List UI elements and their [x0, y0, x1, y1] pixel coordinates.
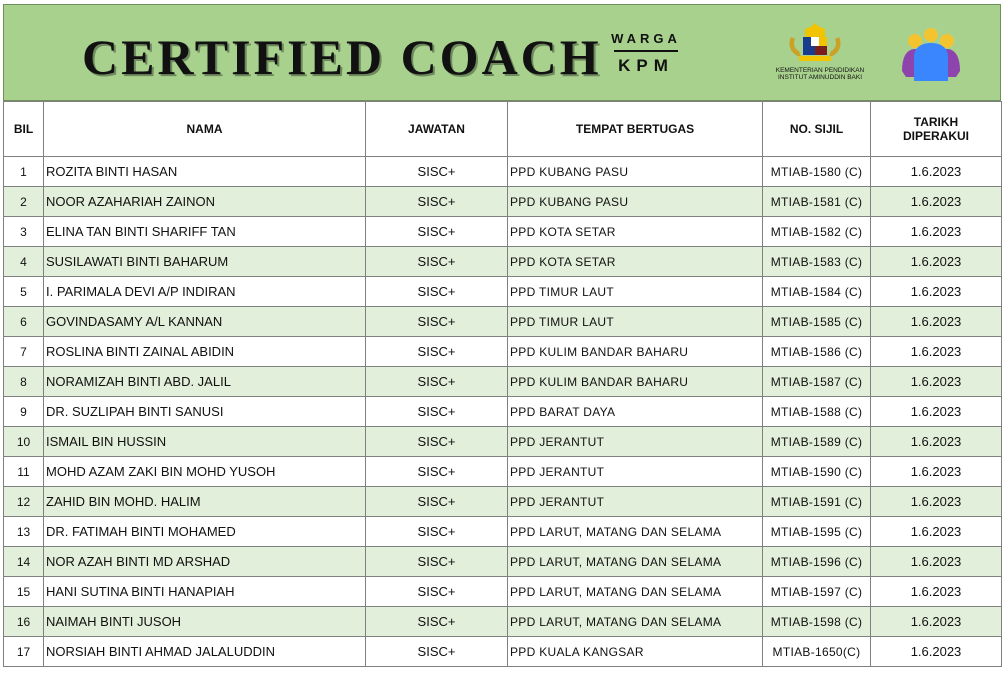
cell-bil: 12 — [4, 487, 44, 517]
cell-bil: 16 — [4, 607, 44, 637]
cell-nama: ROSLINA BINTI ZAINAL ABIDIN — [44, 337, 366, 367]
cell-jawatan: SISC+ — [366, 247, 508, 277]
cell-tarikh: 1.6.2023 — [871, 547, 1002, 577]
cell-jawatan: SISC+ — [366, 487, 508, 517]
cell-tempat: PPD JERANTUT — [508, 427, 763, 457]
cell-tarikh: 1.6.2023 — [871, 637, 1002, 667]
header-tarikh-line-1: TARIKH — [913, 115, 959, 129]
warga-divider — [614, 50, 678, 52]
ministry-caption — [764, 67, 876, 81]
cell-bil: 10 — [4, 427, 44, 457]
cell-nama: ISMAIL BIN HUSSIN — [44, 427, 366, 457]
cell-sijil: MTIAB-1588 (C) — [763, 397, 871, 427]
table-row — [4, 367, 1002, 397]
cell-tarikh: 1.6.2023 — [871, 427, 1002, 457]
table-row — [4, 637, 1002, 667]
cell-jawatan: SISC+ — [366, 337, 508, 367]
team-people-icon — [900, 27, 962, 83]
cell-sijil: MTIAB-1598 (C) — [763, 607, 871, 637]
cell-sijil: MTIAB-1596 (C) — [763, 547, 871, 577]
cell-jawatan: SISC+ — [366, 307, 508, 337]
cell-jawatan: SISC+ — [366, 187, 508, 217]
cell-bil: 8 — [4, 367, 44, 397]
header-tarikh — [871, 102, 1002, 157]
header-tarikh-line-2: DIPERAKUI — [902, 129, 969, 143]
table-row — [4, 217, 1002, 247]
cell-jawatan: SISC+ — [366, 157, 508, 187]
header-jawatan: JAWATAN — [366, 102, 508, 157]
cell-tarikh: 1.6.2023 — [871, 337, 1002, 367]
cell-bil: 6 — [4, 307, 44, 337]
cell-sijil: MTIAB-1590 (C) — [763, 457, 871, 487]
cell-bil: 3 — [4, 217, 44, 247]
cell-nama: NOOR AZAHARIAH ZAINON — [44, 187, 366, 217]
cell-nama: DR. FATIMAH BINTI MOHAMED — [44, 517, 366, 547]
cell-jawatan: SISC+ — [366, 637, 508, 667]
ministry-line-1: KEMENTERIAN PENDIDIKAN — [775, 67, 865, 74]
table-row — [4, 247, 1002, 277]
cell-jawatan: SISC+ — [366, 577, 508, 607]
cell-nama: HANI SUTINA BINTI HANAPIAH — [44, 577, 366, 607]
cell-tarikh: 1.6.2023 — [871, 577, 1002, 607]
header-nama: NAMA — [44, 102, 366, 157]
cell-sijil: MTIAB-1581 (C) — [763, 187, 871, 217]
table-row — [4, 487, 1002, 517]
cell-bil: 9 — [4, 397, 44, 427]
cell-bil: 5 — [4, 277, 44, 307]
table-row — [4, 457, 1002, 487]
cell-jawatan: SISC+ — [366, 367, 508, 397]
cell-bil: 13 — [4, 517, 44, 547]
cell-bil: 4 — [4, 247, 44, 277]
cell-nama: ELINA TAN BINTI SHARIFF TAN — [44, 217, 366, 247]
cell-tarikh: 1.6.2023 — [871, 187, 1002, 217]
cell-jawatan: SISC+ — [366, 547, 508, 577]
banner-title: CERTIFIED COACH — [82, 29, 602, 85]
cell-tempat: PPD KUBANG PASU — [508, 187, 763, 217]
malaysia-crest-icon — [785, 23, 845, 63]
cell-sijil: MTIAB-1595 (C) — [763, 517, 871, 547]
cell-sijil: MTIAB-1582 (C) — [763, 217, 871, 247]
cell-nama: MOHD AZAM ZAKI BIN MOHD YUSOH — [44, 457, 366, 487]
cell-jawatan: SISC+ — [366, 277, 508, 307]
cell-tempat: PPD KOTA SETAR — [508, 247, 763, 277]
table-row — [4, 307, 1002, 337]
table-row — [4, 187, 1002, 217]
cell-jawatan: SISC+ — [366, 397, 508, 427]
cell-bil: 14 — [4, 547, 44, 577]
cell-sijil: MTIAB-1584 (C) — [763, 277, 871, 307]
cell-sijil: MTIAB-1586 (C) — [763, 337, 871, 367]
cell-sijil: MTIAB-1580 (C) — [763, 157, 871, 187]
cell-tempat: PPD LARUT, MATANG DAN SELAMA — [508, 577, 763, 607]
cell-tempat: PPD JERANTUT — [508, 457, 763, 487]
table-row — [4, 607, 1002, 637]
cell-jawatan: SISC+ — [366, 427, 508, 457]
cell-nama: ZAHID BIN MOHD. HALIM — [44, 487, 366, 517]
kpm-text: KPM — [618, 56, 674, 75]
cell-tarikh: 1.6.2023 — [871, 457, 1002, 487]
table-row — [4, 577, 1002, 607]
cell-nama: I. PARIMALA DEVI A/P INDIRAN — [44, 277, 366, 307]
ministry-line-2: INSTITUT AMINUDDIN BAKI — [777, 74, 863, 81]
cell-bil: 17 — [4, 637, 44, 667]
table-row — [4, 277, 1002, 307]
table-row — [4, 427, 1002, 457]
cell-tarikh: 1.6.2023 — [871, 397, 1002, 427]
table-row — [4, 337, 1002, 367]
cell-tempat: PPD KOTA SETAR — [508, 217, 763, 247]
cell-sijil: MTIAB-1591 (C) — [763, 487, 871, 517]
cell-bil: 15 — [4, 577, 44, 607]
cell-tempat: PPD KULIM BANDAR BAHARU — [508, 367, 763, 397]
cell-tempat: PPD LARUT, MATANG DAN SELAMA — [508, 607, 763, 637]
cell-tarikh: 1.6.2023 — [871, 517, 1002, 547]
cell-bil: 7 — [4, 337, 44, 367]
cell-tarikh: 1.6.2023 — [871, 307, 1002, 337]
cell-tempat: PPD JERANTUT — [508, 487, 763, 517]
header-banner — [3, 4, 1001, 101]
cell-sijil: MTIAB-1597 (C) — [763, 577, 871, 607]
table-row — [4, 397, 1002, 427]
cell-tempat: PPD TIMUR LAUT — [508, 307, 763, 337]
cell-jawatan: SISC+ — [366, 607, 508, 637]
cell-nama: NAIMAH BINTI JUSOH — [44, 607, 366, 637]
cell-tarikh: 1.6.2023 — [871, 247, 1002, 277]
cell-nama: NORAMIZAH BINTI ABD. JALIL — [44, 367, 366, 397]
cell-tempat: PPD LARUT, MATANG DAN SELAMA — [508, 517, 763, 547]
header-tempat: TEMPAT BERTUGAS — [508, 102, 763, 157]
cell-nama: SUSILAWATI BINTI BAHARUM — [44, 247, 366, 277]
cell-tarikh: 1.6.2023 — [871, 487, 1002, 517]
cell-sijil: MTIAB-1585 (C) — [763, 307, 871, 337]
cell-tarikh: 1.6.2023 — [871, 277, 1002, 307]
cell-tempat: PPD KUALA KANGSAR — [508, 637, 763, 667]
cell-nama: ROZITA BINTI HASAN — [44, 157, 366, 187]
cell-tempat: PPD TIMUR LAUT — [508, 277, 763, 307]
cell-bil: 1 — [4, 157, 44, 187]
cell-tempat: PPD LARUT, MATANG DAN SELAMA — [508, 547, 763, 577]
table-row — [4, 517, 1002, 547]
cell-nama: NORSIAH BINTI AHMAD JALALUDDIN — [44, 637, 366, 667]
cell-tempat: PPD BARAT DAYA — [508, 397, 763, 427]
cell-nama: GOVINDASAMY A/L KANNAN — [44, 307, 366, 337]
cell-jawatan: SISC+ — [366, 217, 508, 247]
table-header-row — [4, 102, 1002, 157]
cell-sijil: MTIAB-1583 (C) — [763, 247, 871, 277]
table-row — [4, 157, 1002, 187]
cell-jawatan: SISC+ — [366, 457, 508, 487]
cell-bil: 2 — [4, 187, 44, 217]
cell-sijil: MTIAB-1589 (C) — [763, 427, 871, 457]
cell-tempat: PPD KUBANG PASU — [508, 157, 763, 187]
cell-tarikh: 1.6.2023 — [871, 157, 1002, 187]
cell-tarikh: 1.6.2023 — [871, 367, 1002, 397]
cell-nama: NOR AZAH BINTI MD ARSHAD — [44, 547, 366, 577]
cell-tarikh: 1.6.2023 — [871, 607, 1002, 637]
cell-bil: 11 — [4, 457, 44, 487]
cell-tarikh: 1.6.2023 — [871, 217, 1002, 247]
table-row — [4, 547, 1002, 577]
cell-sijil: MTIAB-1650(C) — [763, 637, 871, 667]
cell-sijil: MTIAB-1587 (C) — [763, 367, 871, 397]
table-body — [4, 157, 1002, 667]
cell-tempat: PPD KULIM BANDAR BAHARU — [508, 337, 763, 367]
header-bil: BIL — [4, 102, 44, 157]
cell-nama: DR. SUZLIPAH BINTI SANUSI — [44, 397, 366, 427]
warga-text: WARGA — [611, 31, 681, 46]
header-sijil: NO. SIJIL — [763, 102, 871, 157]
warga-kpm-logo — [610, 31, 682, 76]
cell-jawatan: SISC+ — [366, 517, 508, 547]
coach-table — [3, 101, 1002, 667]
